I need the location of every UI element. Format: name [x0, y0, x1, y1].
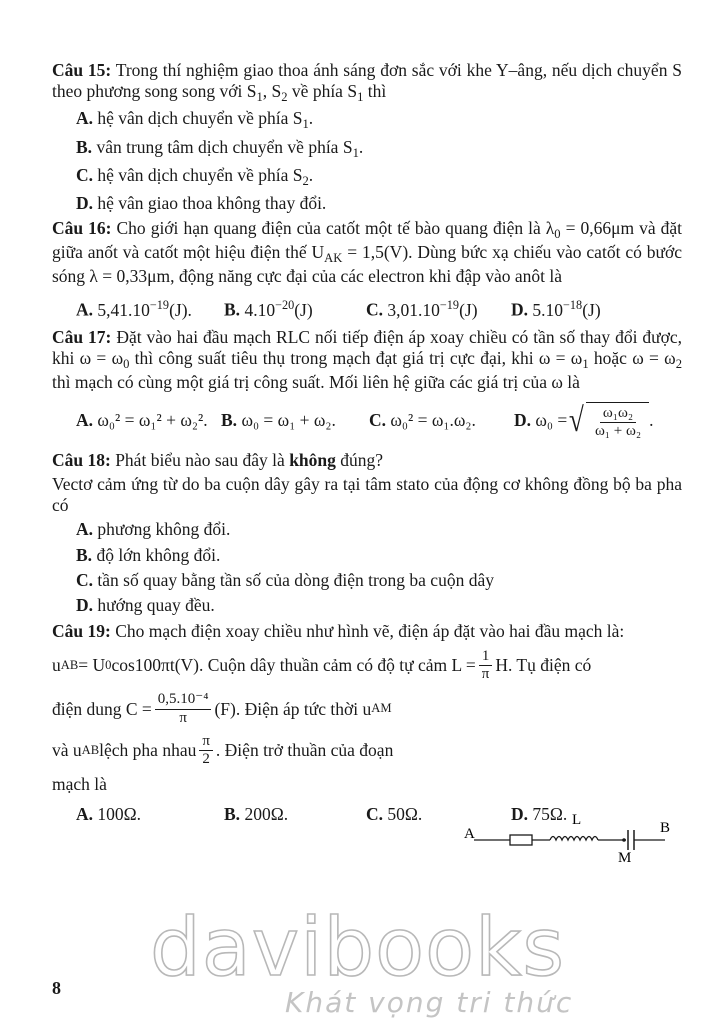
question-label: Câu 15:	[52, 60, 112, 80]
option-a[interactable]: A. phương không đổi.	[76, 519, 231, 540]
question-19-line2: u AB = U 0 cos100πt(V). Cuộn dây thuần cảm có độ tự cảm L = $\frac{1}{\pi}$ H. Tụ điện có	[52, 647, 592, 683]
option-d[interactable]: D. 75Ω.	[511, 803, 568, 824]
option-b[interactable]: B. độ lớn không đổi.	[76, 544, 221, 565]
options-row	[76, 402, 682, 441]
page-content	[52, 60, 682, 831]
question-16: Câu 16: Cho giới hạn quang điện của catốt một tế bào quang điện là $\lambda_0 = 0,66\mu m$ và đặt giữa anốt và catốt một hiệu điện thế $U_{AK} = 1,5(V)$. Dùng bức xạ chiếu vào catốt có bước sóng λ = 0,33μm, động năng cực đại của các electron khi đập vào anôt là	[52, 218, 683, 287]
option-a[interactable]: A. 5,41.10−19(J).	[76, 297, 192, 320]
option-a[interactable]: A. hệ vân dịch chuyển về phía $S_1$.	[76, 108, 314, 132]
circuit-label-l: L	[572, 812, 582, 828]
resistor-symbol	[510, 835, 532, 845]
page-number: 8	[52, 978, 61, 998]
option-b[interactable]: B. 4.10−20(J)	[224, 297, 313, 320]
sqrt-expression: √ $\frac{\text{ω₁ω₂}}{\text{ω₁ + ω₂}}$	[567, 402, 649, 441]
question-19: Câu 19: Cho mạch điện xoay chiều như hình vẽ, điện áp đặt vào hai đầu mạch là:	[52, 620, 625, 641]
option-c[interactable]: C. 3,01.10−19(J)	[366, 297, 478, 320]
option-b[interactable]: B. ω₀ = ω₁ + ω₂.	[221, 410, 336, 431]
circuit-label-b: B	[660, 820, 671, 836]
option-c[interactable]: C. ω₀² = ω₁.ω₂.	[369, 410, 476, 431]
option-c[interactable]: C. tần số quay bằng tần số của dòng điện trong ba cuộn dây	[76, 569, 494, 590]
question-19-line4: và u AB lệch pha nhau $\frac{\pi}{2}$ . Điện trở thuần của đoạn	[52, 732, 394, 768]
inductor-symbol	[550, 837, 598, 841]
question-19-line5: mạch là	[52, 774, 107, 795]
question-19-line3: điện dung C = $\frac{\text{0,5.10⁻⁴}}{\pi}$ (F). Điện áp tức thời u AM	[52, 691, 392, 726]
question-15: Câu 15: Trong thí nghiệm giao thoa ánh sáng đơn sắc với khe Y–âng, nếu dịch chuyển S theo phương song song với $S_1$, $S_2$ về phía $S_1$ thì	[52, 60, 682, 105]
option-b[interactable]: B. vân trung tâm dịch chuyển về phía $S_1$.	[76, 136, 364, 160]
option-d[interactable]: D. 5.10−18(J)	[511, 297, 601, 320]
node-m	[622, 838, 626, 842]
circuit-label-a: A	[464, 826, 475, 842]
question-17: Câu 17: Đặt vào hai đầu mạch RLC nối tiếp điện áp xoay chiều có tần số thay đổi được, khi $\omega = \omega_0$ thì công suất tiêu thụ trong mạch đạt giá trị cực đại, khi $\omega = \omega_1$ hoặc $\omega = \omega_2$ thì mạch có cùng một giá trị công suất. Mối liên hệ giữa các giá trị của ω là	[52, 326, 683, 393]
circuit-label-m: M	[618, 850, 632, 866]
option-b[interactable]: B. 200Ω.	[224, 803, 289, 824]
option-d[interactable]: D. hướng quay đều.	[76, 595, 215, 616]
watermark-slogan: Khát vọng tri thức	[285, 986, 574, 1019]
option-a[interactable]: A. ω₀² = ω₁² + ω₂².	[76, 410, 208, 431]
options-row	[76, 298, 682, 321]
circuit-diagram	[460, 808, 690, 870]
option-d[interactable]: D. ω₀ = √ $\frac{\text{ω₁ω₂}}{\text{ω₁ + ω₂}}$ .	[514, 401, 654, 439]
option-c[interactable]: C. hệ vân dịch chuyển về phía $S_2$.	[76, 164, 314, 188]
question-18-stem: Vectơ cảm ứng từ do ba cuộn dây gây ra tại tâm stato của động cơ không đồng bộ ba pha có	[52, 473, 682, 515]
option-c[interactable]: C. 50Ω.	[366, 803, 423, 824]
question-18: Câu 18: Phát biểu nào sau đây là không đúng?	[52, 450, 384, 471]
option-d[interactable]: D. hệ vân giao thoa không thay đổi.	[76, 192, 327, 213]
watermark-brand: davibooks	[150, 901, 566, 994]
option-a[interactable]: A. 100Ω.	[76, 803, 142, 824]
